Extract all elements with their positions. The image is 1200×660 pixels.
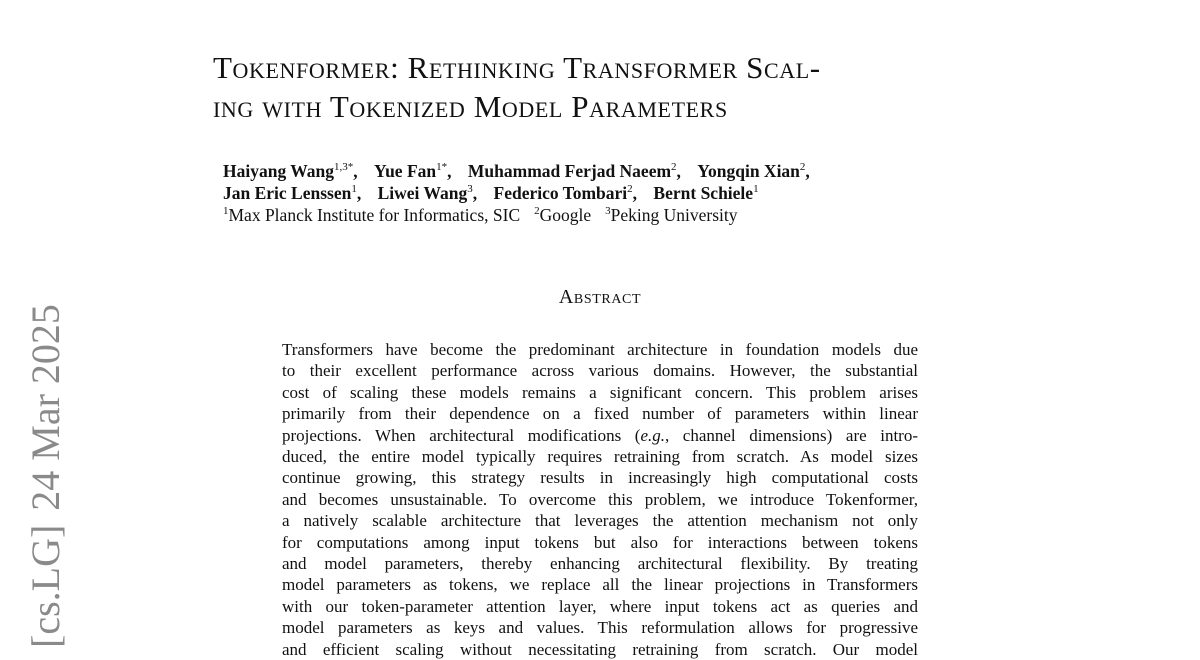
abstract-line: cost of scaling these models remains a significant concern. This problem arises <box>282 382 918 402</box>
abstract-line: and efficient scaling without necessitating retraining from scratch. Our model <box>282 639 918 659</box>
arxiv-date: 24 Mar 2025 <box>23 304 68 511</box>
abstract-line: with our token-parameter attention layer, where input tokens act as queries and <box>282 596 918 616</box>
author-name: Bernt Schiele <box>653 183 754 203</box>
abstract-eg: e.g. <box>640 425 665 445</box>
abstract-line: and becomes unsustainable. To overcome this problem, we introduce Tokenformer, <box>282 489 918 509</box>
author-affil-sup: 2 <box>627 183 633 195</box>
affiliation-line <box>223 204 983 226</box>
author-affil-sup: 2 <box>799 161 806 173</box>
author-affil-sup: 1 <box>436 161 442 173</box>
abstract-line: model parameters as tokens, we replace all the linear projections in Transformers <box>282 575 918 595</box>
author-name: Haiyang Wang <box>223 161 335 181</box>
affiliation-sup: 3 <box>605 205 611 217</box>
author-affil-sup: 2 <box>671 161 677 173</box>
author-row-2: Jan Eric Lenssen$^1$, Liwei Wang$^3$, Federico Tombari$^2$, Bernt Schiele$^1$ <box>223 183 759 203</box>
affiliation-sup: 1 <box>223 205 229 217</box>
author-row-1: Haiyang Wang$^{1,3*}$, Yue Fan$^{1*}$, Muhammad Ferjad Naeem$^2$, Yongqin Xian$^2$, <box>223 161 810 181</box>
affiliation-name: Google <box>539 205 592 225</box>
title-line-2: ing with Tokenized Model Parameters <box>213 89 728 124</box>
author-name: Jan Eric Lenssen <box>223 183 352 203</box>
author-name: Muhammad Ferjad Naeem <box>467 161 672 181</box>
author-affil-sup: 1,3 <box>334 161 348 173</box>
abstract-line <box>282 425 918 446</box>
abstract-line: continue growing, this strategy results in increasingly high computational costs <box>282 468 918 488</box>
abstract-line: and model parameters, thereby enhancing architectural flexibility. By treating <box>282 554 918 574</box>
abstract-line-head: projections. When architectural modifications ( <box>282 425 641 445</box>
abstract-line: a natively scalable architecture that leverages the attention mechanism not only <box>282 511 918 531</box>
author-name: Federico Tombari <box>493 183 628 203</box>
author-name: Yongqin Xian <box>697 161 800 181</box>
abstract-line: primarily from their dependence on a fixed number of parameters within linear <box>282 404 918 424</box>
abstract-line: model parameters as keys and values. This reformulation allows for progressive <box>282 618 918 638</box>
abstract-line-tail: , channel dimensions) are intro- <box>664 425 918 445</box>
author-affil-sup: 1 <box>351 183 357 195</box>
paper-title <box>213 48 1033 126</box>
abstract-heading: Abstract <box>558 286 642 308</box>
author-name: Liwei Wang <box>377 183 468 203</box>
author-block <box>223 160 983 226</box>
title-line-1: Tokenformer: Rethinking Transformer Scal- <box>213 50 821 85</box>
arxiv-category: [cs.LG] <box>23 524 68 648</box>
arxiv-side-stamp <box>20 303 72 648</box>
author-affil-sup: 1 <box>753 183 759 195</box>
author-name: Yue Fan <box>374 161 437 181</box>
affiliation-name: Peking University <box>610 205 738 225</box>
affiliation-name: Max Planck Institute for Informatics, SIC <box>228 205 521 225</box>
abstract-body <box>282 339 918 660</box>
abstract-line: for computations among input tokens but also for interactions between tokens <box>282 532 918 552</box>
abstract-line: Transformers have become the predominant architecture in foundation models due <box>282 340 918 359</box>
affiliation-sup: 2 <box>534 205 540 217</box>
abstract-line: to their excellent performance across various domains. However, the substantial <box>282 361 918 381</box>
abstract-line: duced, the entire model typically requires retraining from scratch. As model sizes <box>282 447 918 467</box>
equal-contribution-mark: * <box>441 161 448 173</box>
equal-contribution-mark: * <box>347 161 354 173</box>
author-affil-sup: 3 <box>467 183 473 195</box>
